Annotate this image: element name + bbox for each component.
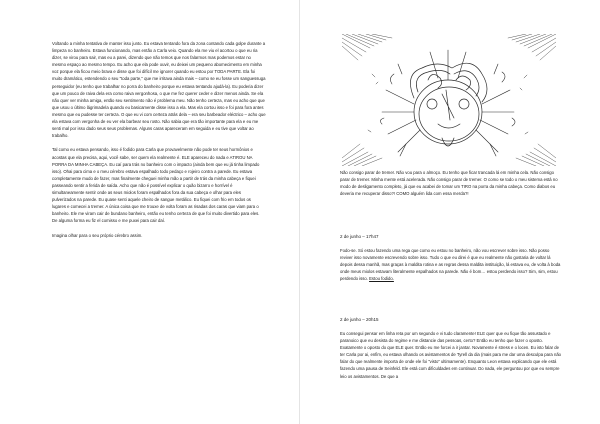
entry-block-3 [340,316,562,387]
entry-date-2: 2 de junho – 17h47 [340,234,379,239]
paragraph-imagine: Imagina olhar para o seu próprio cérebro assim. [52,232,143,238]
entry-block-2 [340,233,562,290]
entry-text-2 [340,247,562,282]
paragraph-shot-scene: Tal como eu estava pensando, isso é fodido para Carla que provavelmente não pode ter seus hormônios e acostas que ela precisa, aqui, você sabe, ser quem ela realmente é. ELE apareceu do nada e ATIROU NA PORRA DA MINHA CABEÇA. Eu caí para trás no banheiro com o impacto (ainda bem que eu já tinha limpado isso). Ohai para cima e o meu cérebro estava espalhado todo pedaço e rojeiro contra a parede. Eu estava completamente mudo de fazer, mas finalmente cheguei minha mão a partir de trás da minha cabeça e fiquei passeando sentir a ferida de saída. Acho que não é possível explicar o quão bizarro e horrível é simultaneamente sentir onde as seus miolos foram espalhados fora da sua cabeça e olhar para eles pulverizados na parede. Eu quase senti aquele cheiro de sangue metálico. Eu fiquei com frio em todos os lugares e comecei a tremer. A única coisa que me trouxe de volta foram as risadas dos caras que viam para o banheiro. Ele me viram cair de bundano banheiro, então eu tenho certeza de que foi muito divertido para eles. De alguma forma eu fiz el comisso e me puxei para cair daí. [52,147,260,224]
entry-text-3: Eu consegui pensar em linha reta por um segundo e vi tudo claramente! ELE quer que eu fique tão assustado e paranoico que eu desista do regime e me distancie das pessoas, certo? Então eu tenho que fazer o oposto. Exatamente o oposto do que ELE quer. Então eu me forcei a ir jantar. Novamente é stress e o locen. Eu isto falar de ter Carla por ai, enfim, eu estava olhando os avistamentos de Tyrell da dia (mais para me dar uma desculpa para não falar do que realmente importa de onde ele foi "visto" ultimamente). Enquanto Leon estava explicando que ele está fazendo uma pausa de Seinfeld. Ele está com dificuldades em continuar. Do nada, ele perguntou por que eu sempre leio os avistamentos. De que a [340,331,562,379]
entry-text-2-tail: Estou fodido. [369,276,394,282]
entry-date-3: 2 de junho – 20h15 [340,317,379,322]
sketch-drawing-icon [342,34,556,166]
left-text-column [52,40,266,246]
entry-text-2-body: Fodo-se. Só estou fazendo uma rega que como eu estou no banheiro, não vou escrever sobre isso. Não posso reviver isso novamente escrevendo sobre isso. Tudo o que eu direi é que eu realmente não gostaria de voltar lá depois dessa manhã, mas graças à maldita rotina e as regras dessa maldita instituição, lá estava eu, de volta à boda onde meus miolos estavam literalmente espalhados na parede. Não é bom… estou perdendo isso? Sim, sim, estou perdendo isso. [340,248,561,282]
entry-block-1 [340,169,562,204]
paragraph-locker-scene: Voltando a minha tentativa de manter isso junto. Eu estava tentando fora da zona contando cada golpe durante a limpeza no banheiro. Estava funcionando, mas então a Carla veio. Quando ela me viu el acortou o que eu ria dizer, se virou para sair, mas eu a parei, dizendo que não temos que nos falarmos mas podemos estar no mesmo espaço ao mesmo tempo. Eu acho que ela pode ouvir, eu deixei um pequeno abomecimento em minha voz porque ela ficou meio brava e disse que foi difícil me ignorer quando eu estou por TODA PARTE. Ela foi muito dramático, estendendo o seu "toda parte," que me irritava ainda mais – como se eu fosse um sanguessuga perseguidor (eu tenho que trabalhar no porra do banheiro porque eu estava tentando ajudá-la). Eu poderia dizer que um pouco de raiva dela era como raiva vergonhosa, o que me fez querer ceder e dizer menos ainda. Se ela não quer ver minha amiga, então seu sentimento não é problema meu. Não tenho certeza, mas eu acho que que que usou o último lágrimadela quando eu basicamente disse isso a ela. Mas ela cortou isso e foi para fora antes mesmo que eu pudesse ter certeza. O que eu vi com certeza atrás dela – era seu barbeador eléctrico – acho que ela estava com vergonha de eu ver ela barbear seu rosto. Não sabia que era tão importante para ela e eu me senti mal por isso dado seus seus problemas. Alguns caras apareceram em seguida e eu tive que voltar ao trabalho. [52,41,266,139]
entry-text-1: Não consigo parar de tremer. Não vou para o almoço. Eu tenho que ficar trancada lá em minha cela. Não consigo parar de tremer. Minha mente está acelerada. Não consigo parar de tremer. O como se todo o meu sistema está no modo de desligamento completo, já que eu acabei de tomar um TIRO na porra da minha cabeça. Como diabos eu deveria me recuperar disso?! COMO alguém lida com essa merda?! [340,170,558,197]
